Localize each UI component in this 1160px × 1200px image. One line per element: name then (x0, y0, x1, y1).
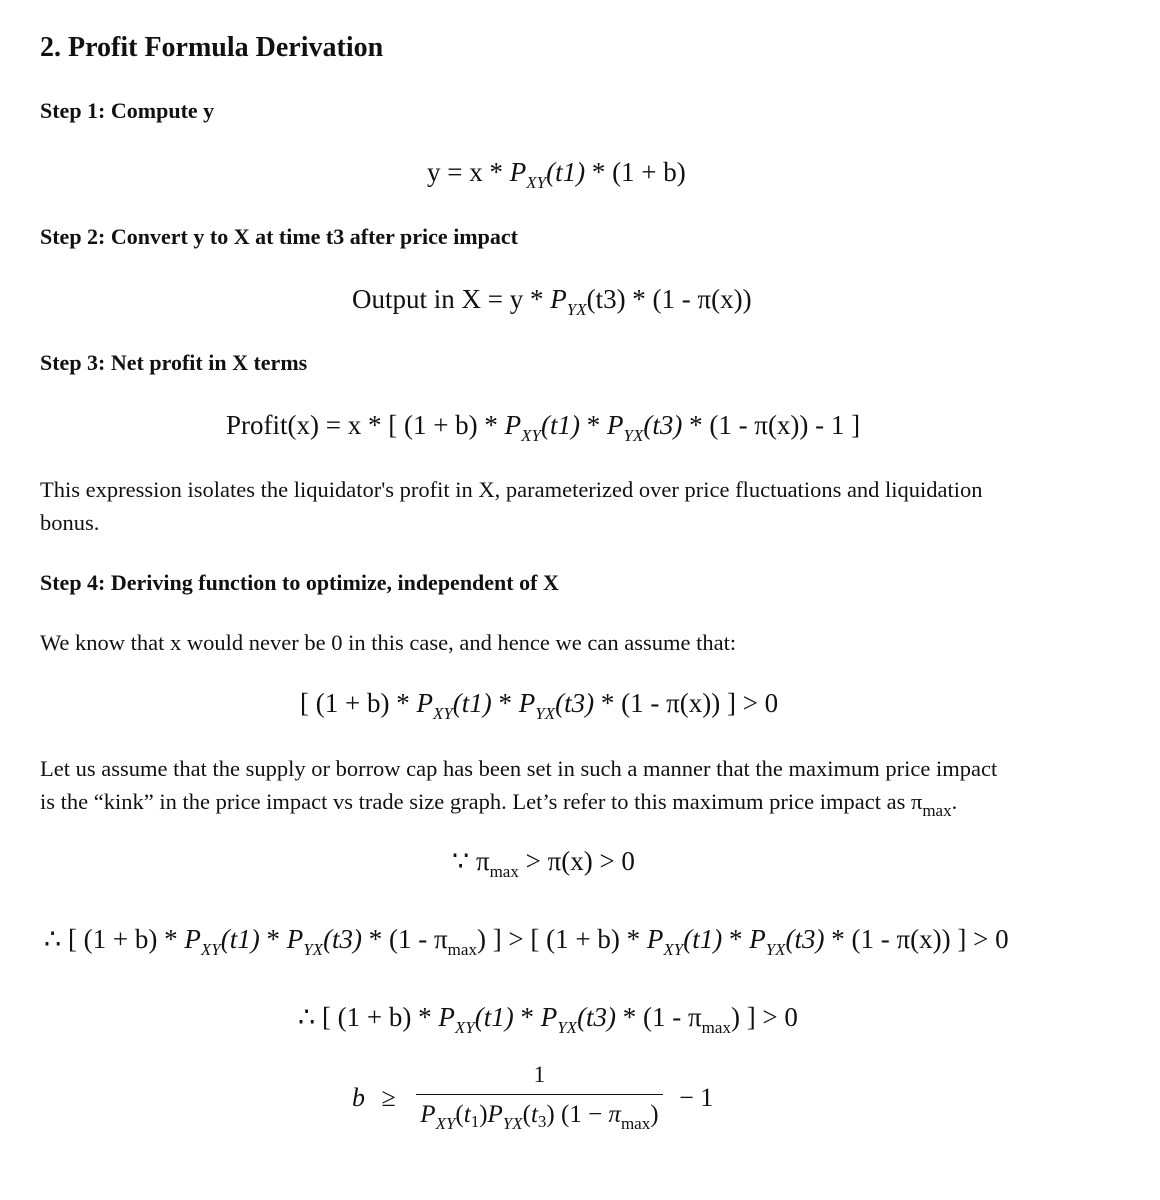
step-1-heading: Step 1: Compute y (40, 98, 215, 123)
equation-positive-term: [ $(1 + b) * P_{XY}(t1) * P_{YX}(t3) * (1 - \pi(x))$ ] > 0 (300, 688, 779, 723)
bonus-fraction (416, 1062, 662, 1134)
step-2-heading: Step 2: Convert y to X at time t3 after price impact (40, 224, 518, 249)
paragraph-isolates-line-2: bonus. (40, 510, 100, 535)
equation-because-pi-max: ∵ $\pi_{max} > \pi(x) > 0$ (452, 846, 635, 881)
equation-compute-y: $y = x * P_{XY}(t1) * (1 + b)$ (427, 157, 686, 192)
fraction-numerator: 1 (533, 1062, 546, 1087)
step-4-heading: Step 4: Deriving function to optimize, independent of X (40, 570, 559, 595)
equation-output-in-x: Output in $X = y * P_{YX}(t3) * (1 - \pi(x))$ (352, 284, 752, 319)
step-3-heading: Step 3: Net profit in X terms (40, 350, 308, 375)
equation-therefore-comparison: ∴ [ $(1 + b) * P_{XY}(t1) * P_{YX}(t3) * (1 - \pi_{max})$ ] > [ $(1 + b) * P_{XY}(t1) * P_{YX}(t3) * (1 - \pi(x))$ ] > 0 (44, 924, 1009, 959)
paragraph-supply-cap-line-1: Let us assume that the supply or borrow cap has been set in such a manner that the maximum price impact (40, 756, 998, 781)
section-title: 2. Profit Formula Derivation (40, 32, 384, 63)
paragraph-supply-cap-line-2: is the “kink” in the price impact vs trade size graph. Let’s refer to this maximum price impact as $\pi_{max}$. (40, 789, 958, 820)
equation-therefore-positive: ∴ [ $(1 + b) * P_{XY}(t1) * P_{YX}(t3) * (1 - \pi_{max})$ ] > 0 (298, 1002, 798, 1037)
equation-profit: Profit(x) = x * [ $(1 + b) * P_{XY}(t1) * P_{YX}(t3) * (1 - \pi(x)) - 1$ ] (226, 410, 861, 445)
paragraph-x-never-zero: We know that x would never be 0 in this case, and hence we can assume that: (40, 630, 737, 655)
equation-bonus-lower-bound: b ≥ $\frac{1}{P_{XY}(t_1)P_{YX}(t_3) (1 - \pi_{max})}$ − 1 (352, 1062, 714, 1133)
paragraph-isolates-line-1: This expression isolates the liquidator's profit in X, parameterized over price fluctuations and liquidation (40, 477, 983, 502)
fraction-denominator: $P_{XY}(t_1)P_{YX}(t_3) (1 - \pi_{max})$ (416, 1094, 662, 1134)
